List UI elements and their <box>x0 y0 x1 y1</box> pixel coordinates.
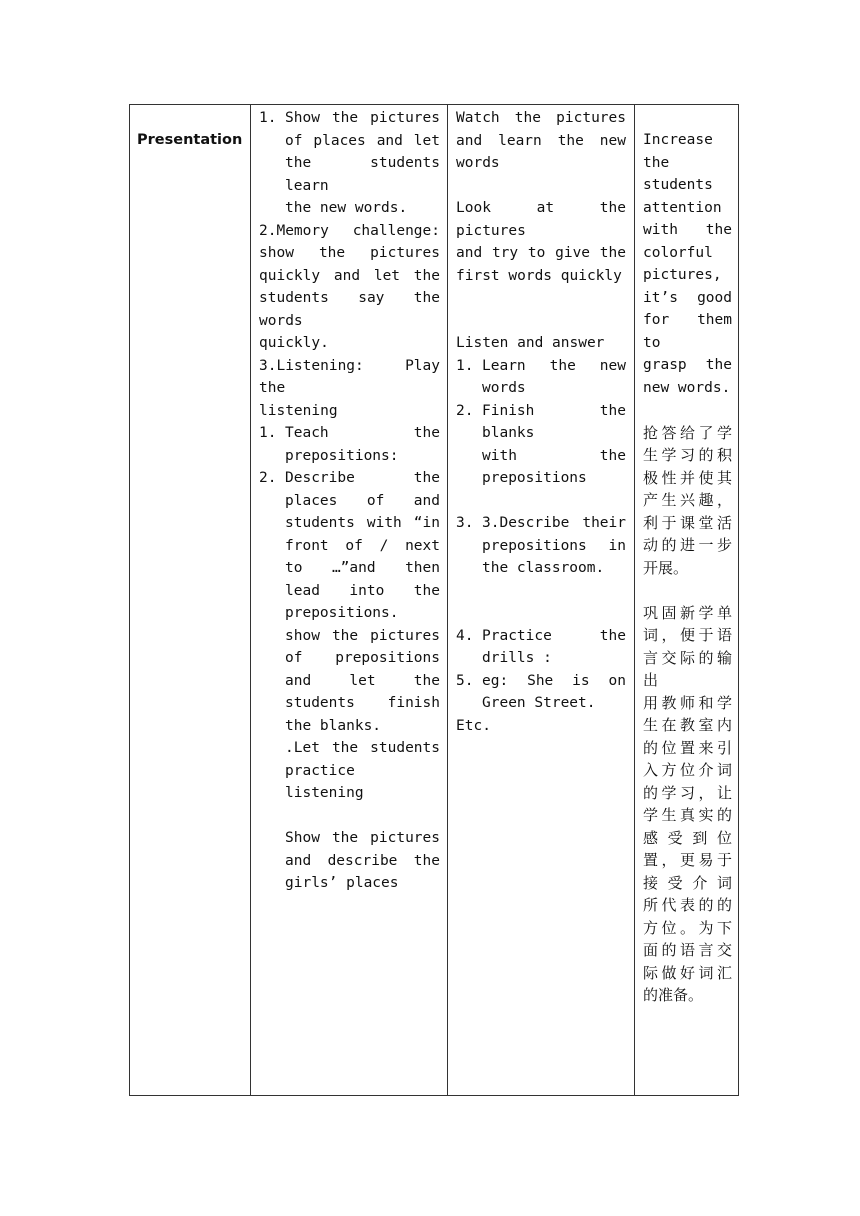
list-number: 1. <box>456 357 474 374</box>
text-line: practice listening <box>285 762 364 801</box>
text-line: 的准备。 <box>643 986 704 1004</box>
text-line: the students learn <box>285 155 449 194</box>
text-line: 入方位介词 <box>643 761 732 779</box>
text-line: 用教师和学 <box>643 693 732 712</box>
text-line: of prepositions <box>285 650 440 666</box>
text-line: girls’ places <box>285 875 399 891</box>
text-line: Teach the <box>285 425 440 441</box>
text-line: 所代表的的 <box>643 896 732 914</box>
text-line: new words. <box>643 379 731 396</box>
lesson-plan-table <box>129 104 739 1096</box>
text-line: 接受介词 <box>643 873 732 892</box>
text-line: Watch the pictures <box>456 110 626 126</box>
text-line: eg: She is on <box>482 672 626 689</box>
text-line: 产生兴趣， <box>643 491 732 509</box>
text-line: students <box>643 177 713 193</box>
text-line: 出 <box>643 671 659 689</box>
text-line: .Let the students <box>285 740 440 756</box>
table-row <box>130 105 739 1096</box>
text-line: drills : <box>482 650 552 666</box>
text-line: Look at the pictures <box>456 200 635 239</box>
text-line: 抢答给了学 <box>643 423 732 442</box>
text-line: with the <box>482 447 626 464</box>
text-line: and try to give the <box>456 245 626 261</box>
text-line: to …”and then <box>285 560 440 576</box>
list-number: 1. <box>259 425 277 441</box>
text-line: 3.Describe their <box>482 515 626 531</box>
text-line: 生在教室内 <box>643 716 732 734</box>
text-line: quickly and let the <box>259 267 440 284</box>
text-line: grasp the <box>643 357 732 373</box>
text-line: and describe the <box>285 852 440 869</box>
text-line: 动的进一步 <box>643 536 732 554</box>
text-line: and learn the new <box>456 132 626 149</box>
text-line: 3.Listening: Play the <box>259 357 449 396</box>
text-line: 感受到位 <box>643 828 732 847</box>
text-line: Show the pictures <box>285 110 440 126</box>
text-line: Increase <box>643 132 713 148</box>
list-number: 3. <box>456 515 474 531</box>
list-number: 2. <box>259 470 277 486</box>
text-line: Green Street. <box>482 695 596 711</box>
text-line: attention <box>643 199 722 216</box>
text-line: for them to <box>643 312 741 351</box>
text-line: show the pictures <box>259 245 440 261</box>
text-line: 面的语言交 <box>643 941 732 959</box>
text-line: Learn the new <box>482 357 626 374</box>
text-line: words <box>482 380 526 396</box>
text-line: the <box>643 154 670 171</box>
student-item-1 <box>456 355 626 400</box>
purpose-chinese-1 <box>643 422 732 580</box>
text-line: 际做好词汇 <box>643 963 732 982</box>
student-item-4 <box>456 625 626 670</box>
student-activity-cell <box>448 105 635 1096</box>
text-line: 利于课堂活 <box>643 513 732 532</box>
text-line: 的学习，让 <box>643 783 732 802</box>
memory-challenge <box>259 220 449 355</box>
text-line: the blanks. <box>285 717 382 734</box>
text-line: Listen and answer <box>456 335 605 351</box>
text-line: 置，更易于 <box>643 851 732 869</box>
text-line: 开展。 <box>643 558 689 577</box>
text-line: lead into the <box>285 582 440 599</box>
text-line: students finish <box>285 695 440 711</box>
teacher-activity-cell <box>251 105 448 1096</box>
text-line: 学生真实的 <box>643 806 732 824</box>
list-number: 1. <box>259 110 277 126</box>
text-line: show the pictures <box>285 627 440 644</box>
text-line: and let the <box>285 672 440 689</box>
text-line: prepositions: <box>285 447 399 464</box>
text-line: 方位。为下 <box>643 918 732 937</box>
text-line: Etc. <box>456 717 491 734</box>
text-line: 极性并使其 <box>643 468 732 487</box>
text-line: Show the pictures <box>285 830 440 846</box>
text-line: students say the words <box>259 290 449 329</box>
text-line: listening <box>259 402 338 419</box>
text-line: Practice the <box>482 627 626 644</box>
text-line: 的位置来引 <box>643 738 732 757</box>
text-line: students with “in <box>285 515 440 531</box>
text-line: first words quickly <box>456 267 622 284</box>
list-number: 2. <box>456 402 474 419</box>
text-line: colorful <box>643 244 713 261</box>
text-line: quickly. <box>259 335 329 351</box>
text-line: with the <box>643 222 732 238</box>
text-line: it’s good <box>643 289 732 306</box>
text-line: 2.Memory challenge: <box>259 222 440 239</box>
teacher-sub-item-2 <box>259 467 440 895</box>
text-line: Describe the <box>285 470 440 486</box>
text-line: 巩固新学单 <box>643 603 732 622</box>
teacher-item-1 <box>259 107 449 220</box>
text-line: front of / next <box>285 537 440 554</box>
student-item-2 <box>456 400 635 490</box>
text-line: Finish the blanks <box>482 402 635 441</box>
stage-cell <box>130 105 251 1096</box>
purpose-cell <box>635 105 739 1096</box>
listening-step <box>259 355 449 423</box>
text-line: the classroom. <box>482 560 605 576</box>
text-line: 词，便于语 <box>643 626 732 644</box>
purpose-chinese-2 <box>643 602 732 1007</box>
list-number: 4. <box>456 627 474 644</box>
text-line: places of and <box>285 492 440 509</box>
text-line: prepositions <box>482 470 587 486</box>
student-item-3 <box>456 512 626 580</box>
text-line: prepositions. <box>285 605 399 621</box>
text-line: 言交际的输 <box>643 648 732 667</box>
text-line: pictures, <box>643 267 722 283</box>
text-line: words <box>456 155 500 171</box>
text-line: prepositions in <box>482 537 626 554</box>
text-line: 生学习的积 <box>643 446 732 464</box>
stage-label: Presentation <box>137 132 243 148</box>
student-item-5 <box>456 670 626 715</box>
text-line: the new words. <box>285 200 408 216</box>
text-line: of places and let <box>285 132 440 149</box>
teacher-sub-item-1 <box>259 422 440 467</box>
list-number: 5. <box>456 672 474 689</box>
